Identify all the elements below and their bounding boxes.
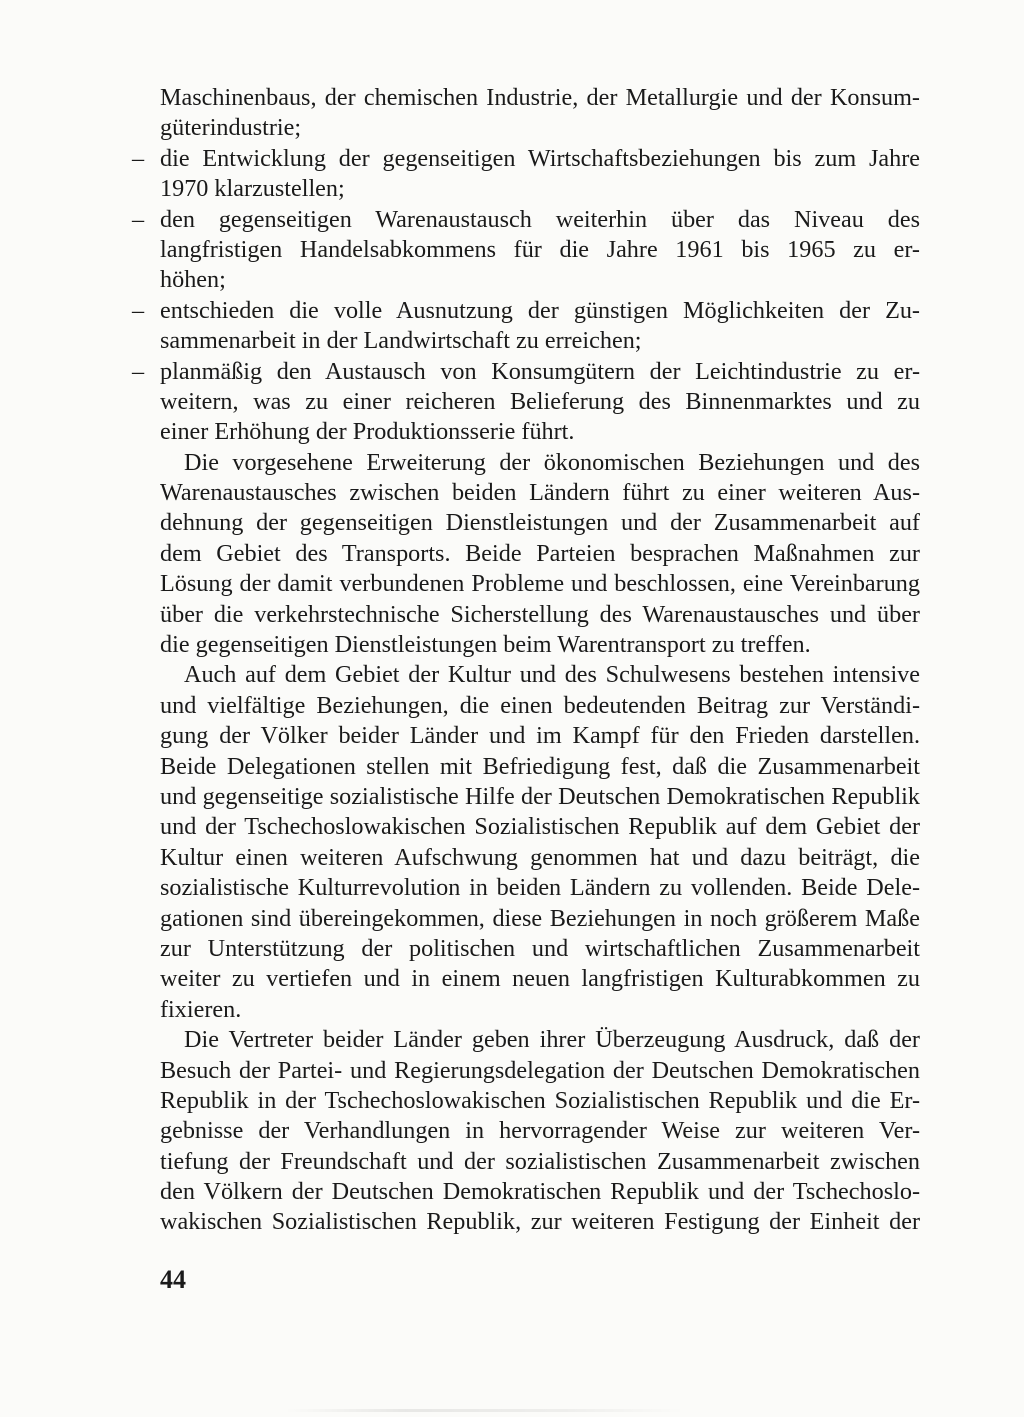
text-line: höhen; — [160, 266, 226, 294]
text-line: den gegenseitigen Warenaustausch weiterhin über das Niveau des — [160, 205, 920, 233]
text-line: dehnung der gegenseitigen Dienstleistungen und der Zusammenarbeit auf — [160, 509, 920, 537]
list-item — [132, 296, 920, 326]
text-line: gung der Völker beider Länder und im Kampf für den Frieden darstellen. — [160, 722, 920, 750]
text-line: Die Vertreter beider Länder geben ihrer Überzeugung Ausdruck, daß der — [184, 1026, 920, 1054]
text-line: den Völkern der Deutschen Demokratischen Republik und der Tschechoslo- — [160, 1178, 920, 1206]
list-dash: – — [132, 357, 145, 385]
text-line: Kultur einen weiteren Aufschwung genommen hat und dazu beiträgt, die — [160, 843, 920, 871]
text-line: Lösung der damit verbundenen Probleme und beschlossen, eine Vereinbarung — [160, 570, 920, 598]
text-line: gationen sind übereingekommen, diese Beziehungen in noch größerem Maße — [160, 904, 920, 932]
text-line: gebnisse der Verhandlungen in hervorragender Weise zur weiteren Ver- — [160, 1117, 920, 1145]
text-line: die Entwicklung der gegenseitigen Wirtschaftsbeziehungen bis zum Jahre — [160, 144, 920, 172]
text-line: Beide Delegationen stellen mit Befriedigung fest, daß die Zusammenarbeit — [160, 752, 920, 780]
list-dash: – — [132, 205, 145, 233]
text-line: weiter zu vertiefen und in einem neuen langfristigen Kulturabkommen zu — [160, 965, 920, 993]
text-line: zur Unterstützung der politischen und wirtschaftlichen Zusammenarbeit — [160, 934, 920, 962]
text-line: tiefung der Freundschaft und der sozialistischen Zusammenarbeit zwischen — [160, 1147, 920, 1175]
text-line: Besuch der Partei- und Regierungsdelegation der Deutschen Demokratischen — [160, 1056, 920, 1084]
text-line: Warenaustausches zwischen beiden Ländern führt zu einer weiteren Aus- — [160, 479, 920, 507]
text-line: sozialistische Kulturrevolution in beiden Ländern zu vollenden. Beide Dele- — [160, 874, 920, 902]
text-line: die gegenseitigen Dienstleistungen beim Warentransport zu treffen. — [160, 631, 811, 659]
list-dash: – — [132, 144, 145, 172]
text-line: Auch auf dem Gebiet der Kultur und des Schulwesens bestehen intensive — [184, 661, 920, 689]
text-line: Republik in der Tschechoslowakischen Sozialistischen Republik und die Er- — [160, 1086, 920, 1114]
text-line: wakischen Sozialistischen Republik, zur weiteren Festigung der Einheit der — [160, 1208, 920, 1236]
text-line: über die verkehrstechnische Sicherstellung des Warenaustausches und über — [160, 600, 920, 628]
text-line: planmäßig den Austausch von Konsumgütern der Leichtindustrie zu er- — [160, 357, 920, 385]
text-line: und gegenseitige sozialistische Hilfe der Deutschen Demokratischen Republik — [160, 782, 920, 810]
list-item — [132, 144, 920, 174]
text-line: und der Tschechoslowakischen Sozialistischen Republik auf dem Gebiet der — [160, 813, 920, 841]
text-line: Maschinenbaus, der chemischen Industrie, der Metallurgie und der Konsum- — [160, 84, 920, 111]
text-line: 1970 klarzustellen; — [160, 175, 345, 203]
list-item — [132, 357, 920, 387]
text-line: und vielfältige Beziehungen, die einen bedeutenden Beitrag zur Verständi- — [160, 691, 920, 719]
text-line: güterindustrie; — [160, 114, 302, 142]
text-line: weitern, was zu einer reicheren Belieferung des Binnenmarktes und zu — [160, 387, 920, 415]
text-line: fixieren. — [160, 995, 242, 1023]
list-item — [132, 205, 920, 235]
list-dash: – — [132, 296, 145, 324]
scan-artifact — [285, 1409, 685, 1412]
text-line: langfristigen Handelsabkommens für die Jahre 1961 bis 1965 zu er- — [160, 235, 920, 263]
text-line: dem Gebiet des Transports. Beide Parteien besprachen Maßnahmen zur — [160, 539, 920, 567]
text-line: entschieden die volle Ausnutzung der günstigen Möglichkeiten der Zu- — [160, 296, 920, 324]
text-line: einer Erhöhung der Produktionsserie führt. — [160, 418, 575, 446]
text-line: Die vorgesehene Erweiterung der ökonomischen Beziehungen und des — [184, 448, 920, 476]
body-text — [132, 83, 920, 1238]
page-number: 44 — [160, 1265, 186, 1294]
text-line: sammenarbeit in der Landwirtschaft zu erreichen; — [160, 327, 642, 355]
